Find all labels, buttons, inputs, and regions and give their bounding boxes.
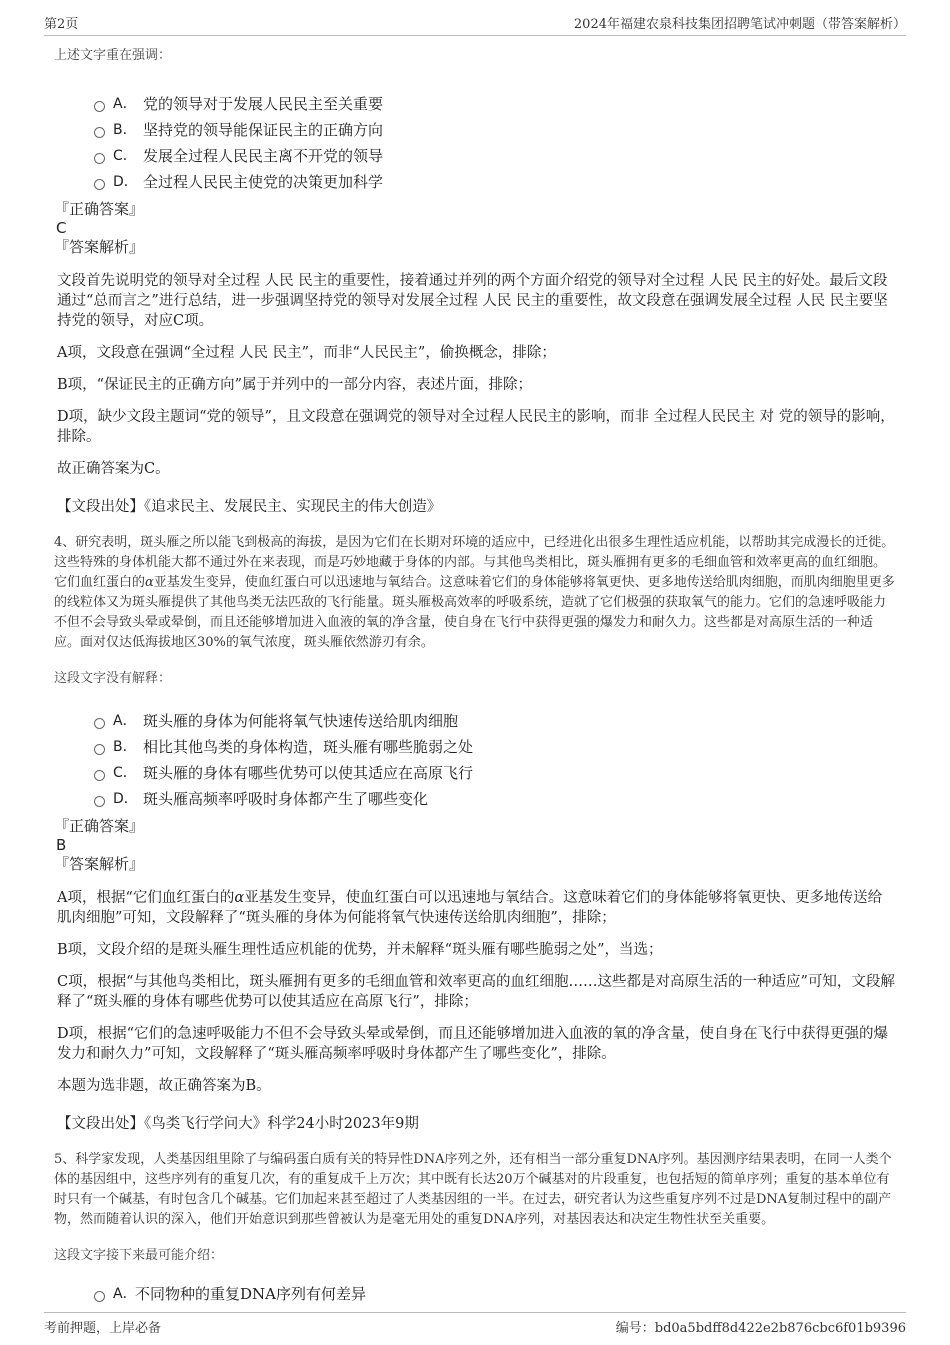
option-a[interactable]: A． 党的领导对于发展人民民主至关重要 [94, 90, 896, 116]
question-prompt: 上述文字重在强调： [54, 48, 172, 63]
question-prompt: 这段文字没有解释： [54, 671, 172, 686]
page-number: 第2页 [44, 17, 79, 32]
analysis-paragraph: 故正确答案为C。 [57, 461, 170, 477]
answer-label: 『正确答案』 [54, 200, 145, 218]
analysis-paragraph: B项，文段介绍的是斑头雁生理性适应机能的优势，并未解释“斑头雁有哪些脆弱之处”，当选； [57, 942, 663, 958]
option-a[interactable]: A． 斑头雁的身体为何能将氧气快速传送给肌肉细胞 [94, 707, 896, 733]
option-text: 不同物种的重复DNA序列有何差异 [135, 1284, 366, 1303]
option-text: 斑头雁高频率呼吸时身体都产生了哪些变化 [143, 789, 429, 808]
option-b[interactable]: B． 相比其他鸟类的身体构造，斑头雁有哪些脆弱之处 [94, 733, 896, 759]
option-text: 斑头雁的身体为何能将氧气快速传送给肌肉细胞 [143, 711, 459, 730]
option-c[interactable]: C． 斑头雁的身体有哪些优势可以使其适应在高原飞行 [94, 759, 896, 785]
option-text: 坚持党的领导能保证民主的正确方向 [143, 120, 384, 139]
analysis-paragraph: D项，缺少文段主题词“党的领导”，且文段意在强调党的领导对全过程人民民主的影响，而非 全过程人民民主 对 党的领导的影响，排除。 [57, 409, 895, 445]
options-list [94, 707, 896, 811]
question-prompt: 这段文字接下来最可能介绍： [54, 1248, 224, 1263]
option-text: 斑头雁的身体有哪些优势可以使其适应在高原飞行 [143, 763, 474, 782]
analysis-paragraph: 文段首先说明党的领导对全过程 人民 民主的重要性，接着通过并列的两个方面介绍党的领导对全过程 人民 民主的好处。最后文段通过“总而言之”进行总结，进一步强调坚持党的领导对发展全过程 人民 民主的重要性，故文段意在强调发展全过程 人民 民主要坚持党的领导，对应C项。 [57, 273, 888, 329]
page-header [44, 10, 906, 36]
analysis-label: 『答案解析』 [54, 238, 145, 256]
analysis-paragraph: C项，根据“与其他鸟类相比，斑头雁拥有更多的毛细血管和效率更高的血红细胞……这些都是对高原生活的一种适应”可知，文段解释了“斑头雁的身体有哪些优势可以使其适应在高原飞行”，排除； [57, 974, 895, 1010]
option-text: 相比其他鸟类的身体构造，斑头雁有哪些脆弱之处 [143, 737, 474, 756]
option-text: 发展全过程人民民主离不开党的领导 [143, 146, 384, 165]
analysis-paragraph: A项，根据“它们血红蛋白的α亚基发生变异，使血红蛋白可以迅速地与氧结合。这意味着它们的身体能够将氧更快、更多地传送给肌肉细胞”可知，文段解释了“斑头雁的身体为何能将氧气快速传送给肌肉细胞”，排除； [57, 890, 883, 926]
radio-icon[interactable] [94, 179, 105, 190]
radio-icon[interactable] [94, 153, 105, 164]
document-id: 编号：bd0a5bdff8d422e2b876cbc6f01b9396 [615, 1320, 906, 1336]
analysis-paragraph: 本题为选非题，故正确答案为B。 [57, 1078, 271, 1094]
option-text: 党的领导对于发展人民民主至关重要 [143, 94, 384, 113]
radio-icon[interactable] [94, 101, 105, 112]
analysis-paragraph: A项，文段意在强调“全过程 人民 民主”，而非“人民民主”，偷换概念，排除； [57, 345, 556, 361]
alpha-symbol: α [145, 575, 154, 590]
option-a[interactable]: A． 不同物种的重复DNA序列有何差异 [94, 1280, 896, 1306]
page-content [54, 46, 896, 1312]
source-citation: 【文段出处】《鸟类飞行学问大》科学24小时2023年9期 [57, 1116, 419, 1132]
footer-slogan: 考前押题，上岸必备 [44, 1320, 162, 1336]
radio-icon[interactable] [94, 127, 105, 138]
question-passage: 4、研究表明，斑头雁之所以能飞到极高的海拔，是因为它们在长期对环境的适应中，已经进化出很多生理性适应机能，以帮助其完成漫长的迁徙。这些特殊的身体机能大都不通过外在来表现，而是巧妙地藏于身体的内部。与其他鸟类相比，斑头雁拥有更多的毛细血管和效率更高的血红细胞。它们血红蛋白的α亚基发生变异，使血红蛋白可以迅速地与氧结合。这意味着它们的身体能够将氧更快、更多地传送给肌肉细胞，而肌肉细胞里更多的线粒体又为斑头雁提供了其他鸟类无法匹敌的飞行能量。斑头雁极高效率的呼吸系统，造就了它们极强的获取氧气的能力。它们的急速呼吸能力不但不会导致头晕或晕倒，而且还能够增加进入血液的氧的净含量，使自身在飞行中获得更强的爆发力和耐久力。这些都是对高原生活的一种适应。面对仅达低海拔地区30%的氧气浓度，斑头雁依然游刃有余。 [54, 535, 895, 650]
answer-value: C [56, 219, 67, 237]
options-list [94, 1280, 896, 1306]
radio-icon[interactable] [94, 718, 105, 729]
radio-icon[interactable] [94, 744, 105, 755]
option-text: 全过程人民民主使党的决策更加科学 [143, 172, 384, 191]
option-b[interactable]: B． 坚持党的领导能保证民主的正确方向 [94, 116, 896, 142]
option-d[interactable]: D． 全过程人民民主使党的决策更加科学 [94, 168, 896, 194]
source-citation: 【文段出处】《追求民主、发展民主、实现民主的伟大创造》 [57, 499, 442, 515]
answer-label: 『正确答案』 [54, 817, 145, 835]
alpha-symbol: α [234, 890, 245, 906]
radio-icon[interactable] [94, 796, 105, 807]
options-list [94, 90, 896, 194]
option-d[interactable]: D． 斑头雁高频率呼吸时身体都产生了哪些变化 [94, 785, 896, 811]
analysis-label: 『答案解析』 [54, 855, 145, 873]
radio-icon[interactable] [94, 1291, 105, 1302]
analysis-paragraph: D项，根据“它们的急速呼吸能力不但不会导致头晕或晕倒，而且还能够增加进入血液的氧的净含量，使自身在飞行中获得更强的爆发力和耐久力”可知，文段解释了“斑头雁高频率呼吸时身体都产生了哪些变化”，排除。 [57, 1026, 889, 1062]
radio-icon[interactable] [94, 770, 105, 781]
answer-value: B [56, 836, 67, 854]
question-passage: 5、科学家发现，人类基因组里除了与编码蛋白质有关的特异性DNA序列之外，还有相当一部分重复DNA序列。基因测序结果表明，在同一人类个体的基因组中，这些序列有的重复几次，有的重复成千上万次；其中既有长达20万个碱基对的片段重复，也包括短的简单序列；重复的基本单位有时只有一个碱基，有时包含几个碱基。它们加起来甚至超过了人类基因组的一半。在过去，研究者认为这些重复序列不过是DNA复制过程中的副产物，然而随着认识的深入，他们开始意识到那些曾被认为是毫无用处的重复DNA序列，对基因表达和决定生物性状至关重要。 [54, 1152, 892, 1227]
analysis-paragraph: B项，“保证民主的正确方向”属于并列中的一部分内容，表述片面，排除； [57, 377, 532, 393]
option-c[interactable]: C． 发展全过程人民民主离不开党的领导 [94, 142, 896, 168]
document-title: 2024年福建农泉科技集团招聘笔试冲刺题（带答案解析） [573, 17, 906, 32]
page-footer [44, 1312, 906, 1337]
